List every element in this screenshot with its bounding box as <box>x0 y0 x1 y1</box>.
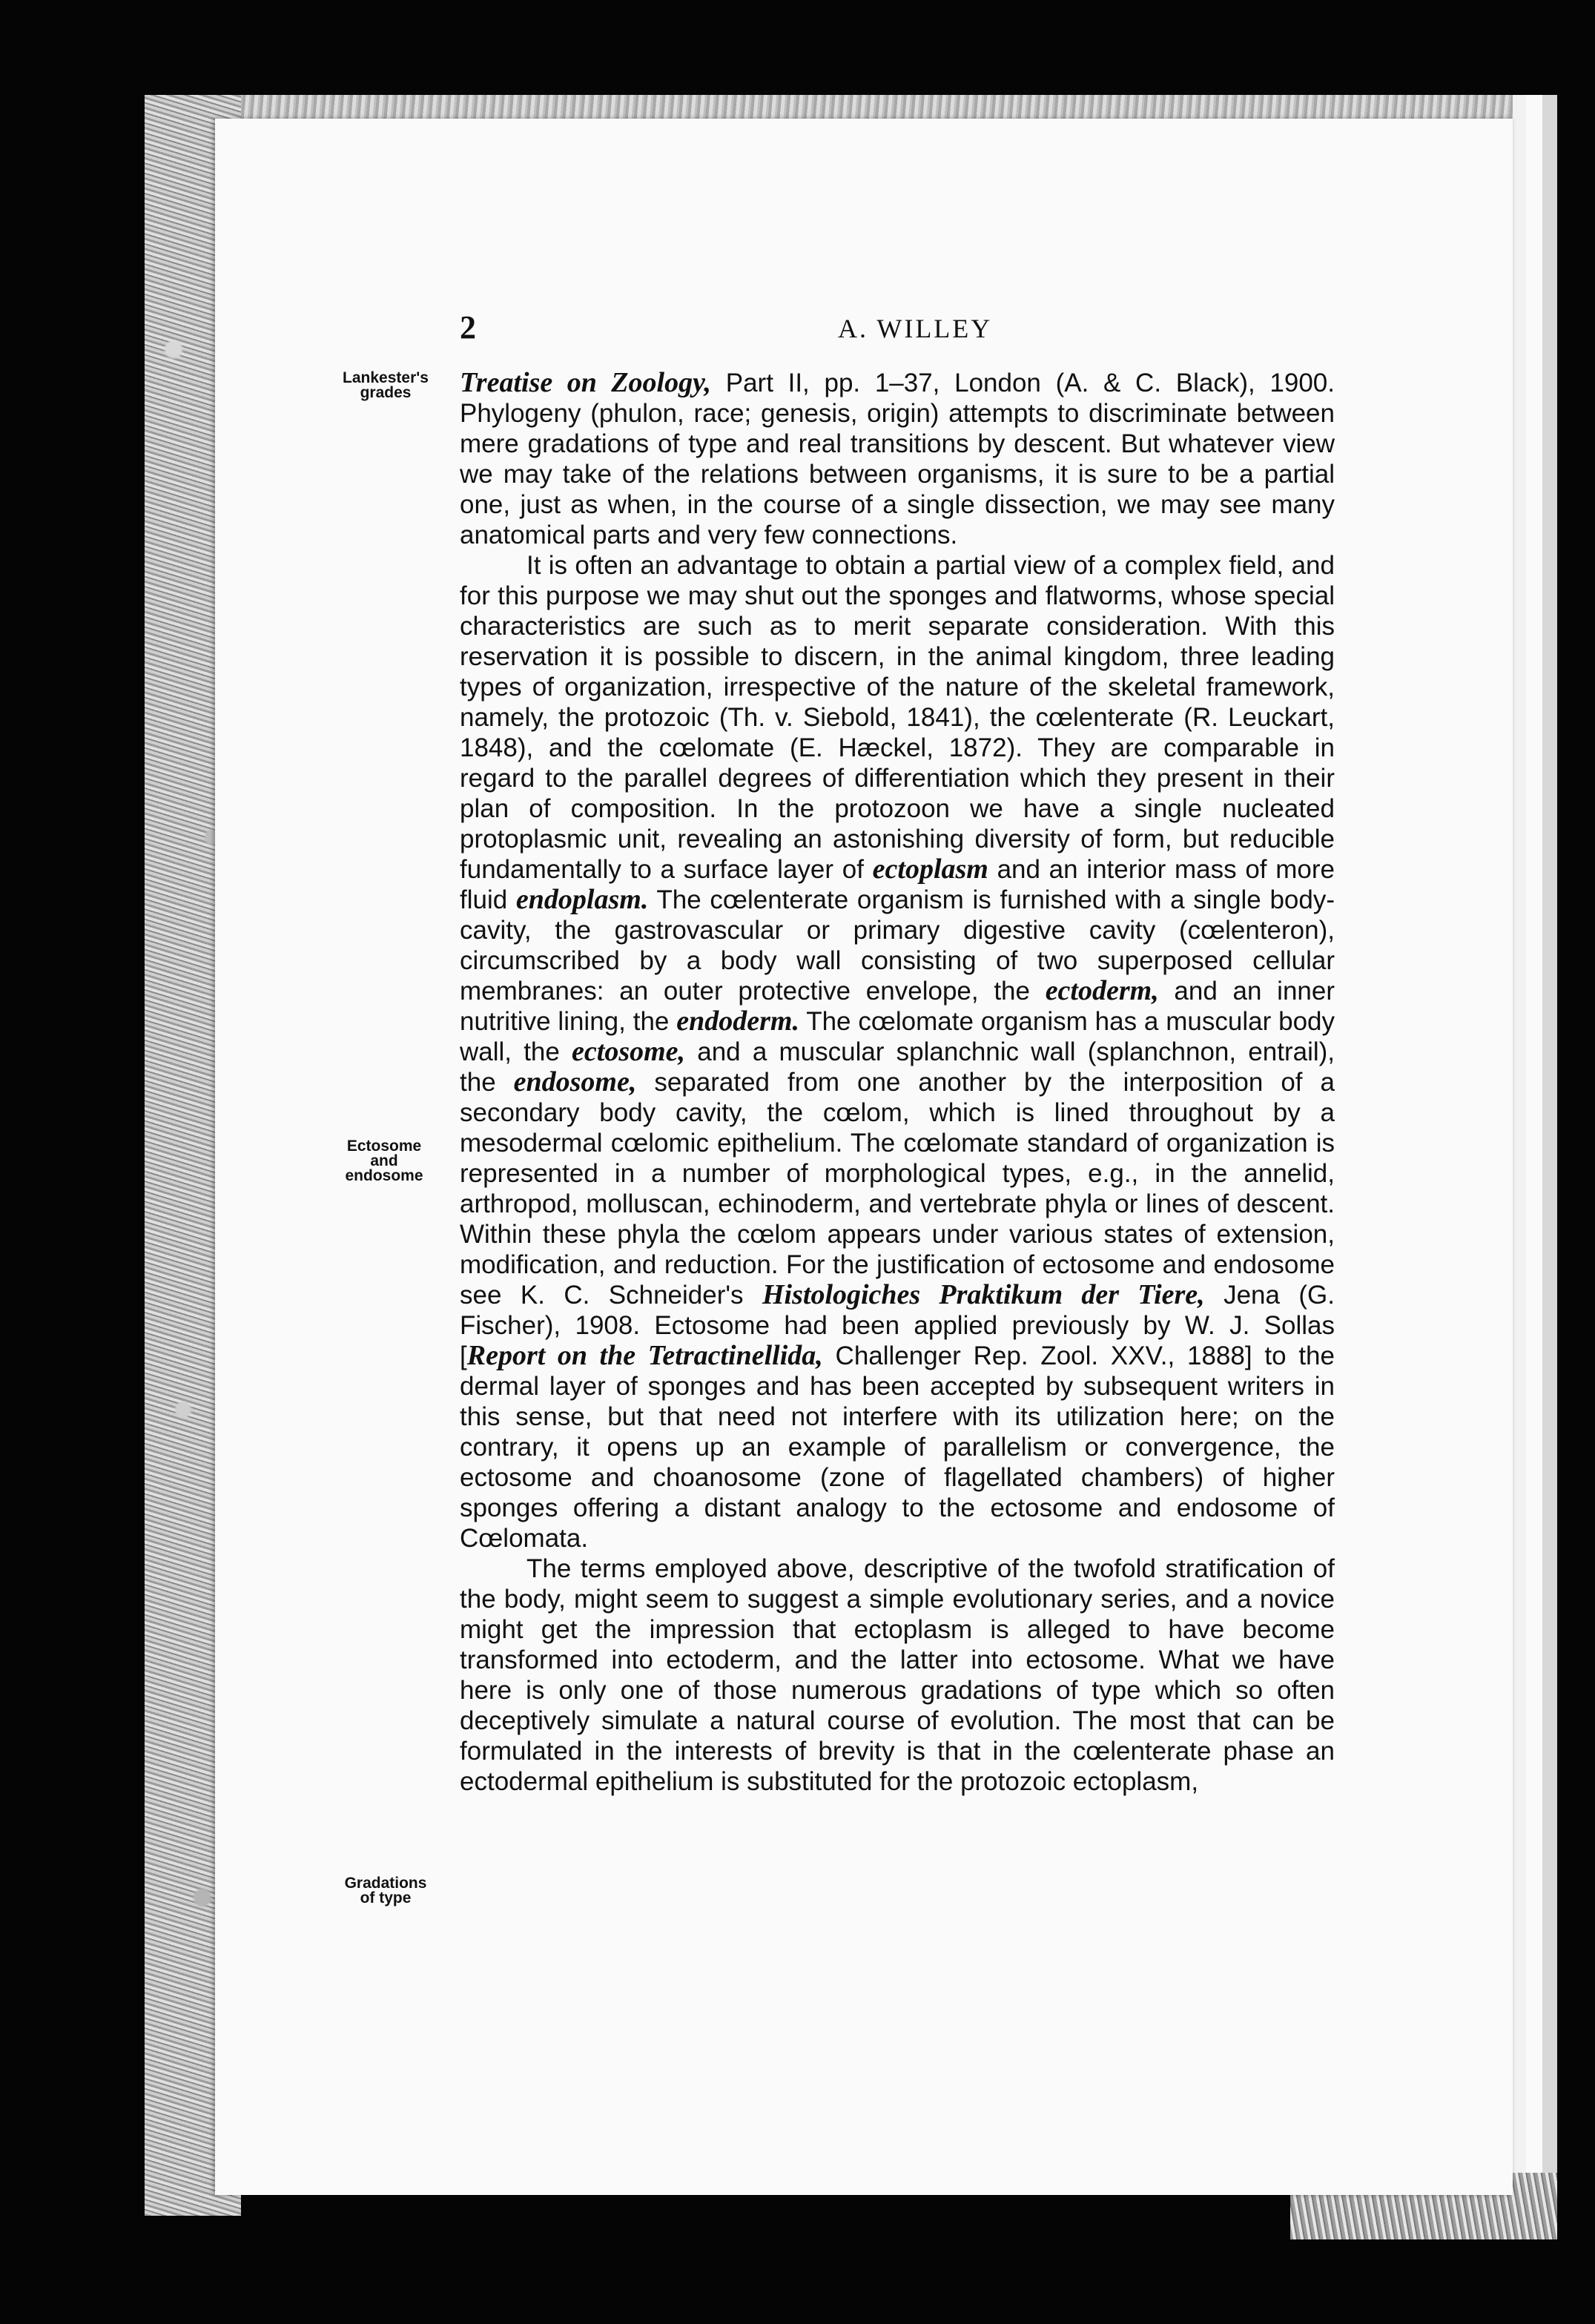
margin-note-line: of type <box>360 1889 412 1907</box>
paragraph-text: and an inner nutritive lining, the <box>460 977 1335 1036</box>
italic-term: endoplasm. <box>515 884 649 915</box>
body-text <box>460 368 1335 1797</box>
italic-term: endosome, <box>513 1066 637 1097</box>
italic-term: ectoplasm <box>872 854 988 885</box>
paragraph-text: Challenger Rep. Zool. XXV., 1888] to the dermal layer of sponges and has been accepted by subsequent writers in this sense, but that need not interfere with its utilization here; on the contrary, it opens up an example of parallelism or convergence, the ectosome and choanosome (zone of flagellated chambers) of higher sponges offering a distant analogy to the ectosome and endosome of Cœlomata. <box>460 1341 1335 1553</box>
margin-note-line: and <box>370 1152 398 1169</box>
margin-note-ectosome-endosome <box>310 1139 458 1184</box>
margin-note-line: Lankester's <box>343 369 429 386</box>
italic-term: ectosome, <box>572 1036 686 1067</box>
scan-right-edge <box>1513 95 1557 2231</box>
margin-note-gradations-of-type <box>311 1876 460 1906</box>
paragraph-1 <box>460 368 1335 550</box>
italic-term: endoderm. <box>676 1006 799 1037</box>
paragraph-text: and an interior mass of more fluid <box>460 855 1335 914</box>
paragraph-text: The cœlomate organism has a muscular body wall, the <box>460 1007 1335 1066</box>
page-number: 2 <box>460 309 476 346</box>
margin-note-line: grades <box>360 384 412 401</box>
page-header <box>460 308 1127 346</box>
italic-title: Histologiches Praktikum der Tiere, <box>762 1279 1205 1310</box>
italic-title: Report on the Tetractinellida, <box>466 1340 823 1371</box>
margin-note-line: Ectosome <box>346 1138 422 1155</box>
paragraph-text: The terms employed above, descriptive of the twofold stratification of the body, might seem to suggest a simple evolutionary series, and a novice might get the impression that ectoplasm is alleged to have become transformed into ectoderm, and the latter into ectosome. What we have here is only one of those numerous gradations of type which so often deceptively simulate a natural course of evolution. The most that can be formulated in the interests of brevity is that in the cœlenterate phase an ectodermal epithelium is substituted for the protozoic ectoplasm, <box>460 1554 1335 1796</box>
running-head: A. WILLEY <box>838 314 993 343</box>
paragraph-text: and a muscular splanchnic wall (splanchnon, entrail), the <box>460 1037 1335 1097</box>
margin-note-lankesters-grades <box>311 371 460 400</box>
italic-title: Treatise on Zoology, <box>460 367 712 398</box>
paragraph-2 <box>460 550 1335 1554</box>
paragraph-text: The cœlenterate organism is furnished with a single body-cavity, the gastrovascular or primary digestive cavity (cœlenteron), circumscribed by a body wall consisting of two superposed cellular membranes: an outer protective envelope, the <box>460 885 1335 1006</box>
paragraph-text: separated from one another by the interposition of a secondary body cavity, the cœlom, which is lined throughout by a mesodermal cœlomic epithelium. The cœlomate standard of organization is represented in a number of morphological types, e.g., in the annelid, arthropod, molluscan, echinoderm, and vertebrate phyla or lines of descent. Within these phyla the cœlom appears under various states of extension, modification, and reduction. For the justification of ectosome and endosome see K. C. Schneider's <box>460 1068 1335 1310</box>
paragraph-text: It is often an advantage to obtain a partial view of a complex field, and for this purpose we may shut out the sponges and flatworms, whose special characteristics are such as to merit separate consideration. With this reservation it is possible to discern, in the animal kingdom, three leading types of organization, irrespective of the nature of the skeletal framework, namely, the protozoic (Th. v. Siebold, 1841), the cœlenterate (R. Leuckart, 1848), and the cœlomate (E. Hæckel, 1872). They are comparable in regard to the parallel degrees of differentiation which they present in their plan of composition. In the protozoon we have a single nucleated protoplasmic unit, revealing an astonishing diversity of form, but reducible fundamentally to a surface layer of <box>460 551 1335 884</box>
margin-note-line: Gradations <box>344 1875 427 1892</box>
paragraph-text: Jena (G. Fischer), 1908. Ectosome had been applied previously by W. J. Sollas [ <box>460 1281 1335 1370</box>
paragraph-text: Part II, pp. 1–37, London (A. & C. Black), 1900. Phylogeny (phulon, race; genesis, origin) attempts to discriminate between mere gradations of type and real transitions by descent. But whatever view we may take of the relations between organisms, it is sure to be a partial one, just as when, in the course of a single dissection, we may see many anatomical parts and very few connections. <box>460 369 1335 549</box>
margin-note-line: endosome <box>345 1167 423 1184</box>
italic-term: ectoderm, <box>1045 975 1159 1006</box>
paragraph-3 <box>460 1554 1335 1797</box>
